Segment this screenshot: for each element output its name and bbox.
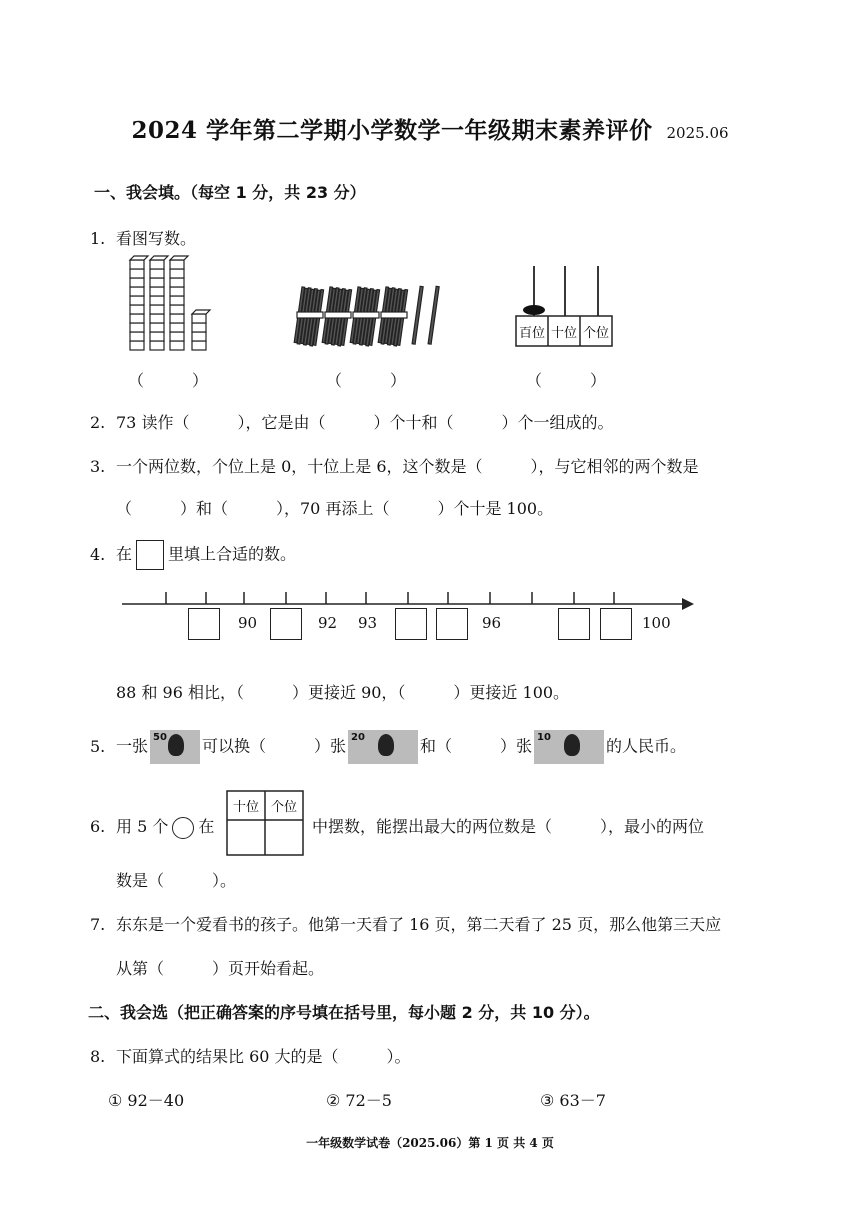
unit-cube xyxy=(192,323,206,332)
unit-cube xyxy=(192,332,206,341)
question-6-text: 中摆数，能摆出最大的两位数是（ ），最小的两位 xyxy=(312,817,705,836)
bundle-tie xyxy=(297,312,323,318)
unit-cube xyxy=(192,314,206,323)
bundle-tie xyxy=(353,312,379,318)
section-1-heading: 一、我会填。（每空 1 分，共 23 分） xyxy=(94,183,366,202)
option-3[interactable]: ③ 63－7 xyxy=(540,1091,606,1110)
cube-top xyxy=(150,256,168,260)
unit-cube xyxy=(130,260,144,269)
unit-cube xyxy=(170,323,184,332)
cube-columns-figure xyxy=(120,254,220,358)
unit-cube xyxy=(150,287,164,296)
question-4: 4. 在 里填上合适的数。 xyxy=(90,540,296,570)
unit-cube xyxy=(130,323,144,332)
unit-cube xyxy=(150,305,164,314)
answer-blank-1c[interactable]: （ ） xyxy=(526,371,607,390)
page-footer: 一年级数学试卷（2025.06）第 1 页 共 4 页 xyxy=(306,1136,554,1150)
cube-top xyxy=(170,256,188,260)
unit-cube xyxy=(150,260,164,269)
exam-date: 2025.06 xyxy=(666,124,729,142)
tick-label-96: 96 xyxy=(482,614,502,632)
circle-icon xyxy=(172,817,194,839)
tick-label-90: 90 xyxy=(238,614,258,632)
question-7-line2: 从第（ ）页开始看起。 xyxy=(116,959,325,978)
tick-label-93: 93 xyxy=(358,614,378,632)
cube-top xyxy=(130,256,148,260)
abacus-label-hundreds: 百位 xyxy=(518,326,546,341)
tick-label-100: 100 xyxy=(642,614,671,632)
question-6: 6. 用 5 个 在 xyxy=(90,814,214,839)
question-1: 1. 看图写数。 xyxy=(90,229,197,248)
tick-label-92: 92 xyxy=(318,614,338,632)
unit-cube xyxy=(170,314,184,323)
unit-cube xyxy=(170,260,184,269)
example-box xyxy=(136,540,164,570)
question-4-compare: 88 和 96 相比，（ ）更接近 90，（ ）更接近 100。 xyxy=(116,683,570,702)
unit-cube xyxy=(150,341,164,350)
unit-cube xyxy=(170,269,184,278)
unit-cube xyxy=(130,305,144,314)
banknote-10-icon: 10 xyxy=(534,730,604,764)
unit-cube xyxy=(170,287,184,296)
abacus-figure xyxy=(512,262,616,348)
table-label-ones: 个位 xyxy=(270,800,298,815)
unit-cube xyxy=(150,278,164,287)
question-5: 5. 一张 50 可以换（ ）张 20 和（ ）张 10 的人民币。 xyxy=(90,730,686,764)
option-1[interactable]: ① 92－40 xyxy=(108,1091,185,1110)
unit-cube xyxy=(150,296,164,305)
unit-cube xyxy=(150,269,164,278)
unit-cube xyxy=(130,296,144,305)
number-box-1[interactable] xyxy=(188,608,220,640)
number-box-2[interactable] xyxy=(270,608,302,640)
unit-cube xyxy=(130,278,144,287)
answer-blank-1b[interactable]: （ ） xyxy=(326,371,407,390)
question-3-line2: （ ）和（ ），70 再添上（ ）个十是 100。 xyxy=(116,499,554,518)
abacus-label-ones: 个位 xyxy=(582,326,610,341)
number-box-5[interactable] xyxy=(558,608,590,640)
unit-cube xyxy=(130,287,144,296)
single-stick xyxy=(428,286,439,344)
number-box-6[interactable] xyxy=(600,608,632,640)
section-2-heading: 二、我会选（把正确答案的序号填在括号里，每小题 2 分，共 10 分）。 xyxy=(88,1003,600,1022)
unit-cube xyxy=(130,314,144,323)
question-6-line2: 数是（ ）。 xyxy=(116,871,237,890)
cube-top xyxy=(192,310,210,314)
place-value-table xyxy=(226,790,306,858)
page-title xyxy=(0,112,860,145)
unit-cube xyxy=(150,332,164,341)
banknote-50-icon: 50 xyxy=(150,730,200,764)
unit-cube xyxy=(170,305,184,314)
table-label-tens: 十位 xyxy=(232,800,260,815)
arrow-head-icon xyxy=(682,598,694,610)
abacus-label-tens: 十位 xyxy=(550,326,578,341)
single-stick xyxy=(412,286,423,344)
question-3: 3. 一个两位数，个位上是 0，十位上是 6，这个数是（ ），与它相邻的两个数是 xyxy=(90,457,699,476)
bundle-tie xyxy=(381,312,407,318)
unit-cube xyxy=(150,314,164,323)
unit-cube xyxy=(170,341,184,350)
unit-cube xyxy=(130,269,144,278)
unit-cube xyxy=(170,332,184,341)
unit-cube xyxy=(150,323,164,332)
question-8: 8. 下面算式的结果比 60 大的是（ ）。 xyxy=(90,1047,411,1066)
unit-cube xyxy=(170,278,184,287)
unit-cube xyxy=(130,332,144,341)
question-2: 2. 73 读作（ ），它是由（ ）个十和（ ）个一组成的。 xyxy=(90,413,614,432)
exam-title: 2024 学年第二学期小学数学一年级期末素养评价 xyxy=(131,117,653,144)
number-box-4[interactable] xyxy=(436,608,468,640)
bundle-tie xyxy=(325,312,351,318)
question-7: 7. 东东是一个爱看书的孩子。他第一天看了 16 页，第二天看了 25 页，那么他第三天应 xyxy=(90,915,722,934)
banknote-20-icon: 20 xyxy=(348,730,418,764)
unit-cube xyxy=(192,341,206,350)
answer-blank-1a[interactable]: （ ） xyxy=(128,371,209,390)
unit-cube xyxy=(170,296,184,305)
stick-bundles-figure xyxy=(292,284,452,350)
number-box-3[interactable] xyxy=(395,608,427,640)
unit-cube xyxy=(130,341,144,350)
abacus-bead xyxy=(523,305,545,315)
option-2[interactable]: ② 72－5 xyxy=(326,1091,392,1110)
